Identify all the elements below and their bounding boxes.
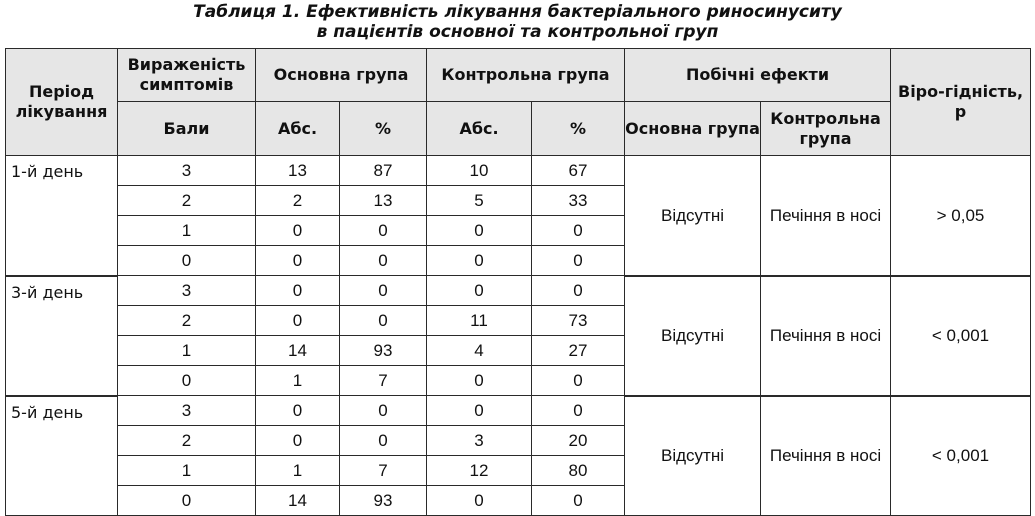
control-abs-cell: 4 (427, 336, 532, 366)
header-control-abs: Абс. (427, 102, 532, 156)
header-side-main: Основна група (625, 102, 761, 156)
main-abs-cell: 0 (256, 396, 340, 426)
side-effects-control-cell: Печіння в носі (761, 276, 891, 396)
score-cell: 2 (118, 426, 256, 456)
score-cell: 2 (118, 306, 256, 336)
period-cell: 5-й день (6, 396, 118, 516)
control-abs-cell: 10 (427, 156, 532, 186)
header-significance: Віро-гідність, р (891, 49, 1031, 156)
score-cell: 1 (118, 336, 256, 366)
side-effects-main-cell: Відсутні (625, 156, 761, 276)
main-abs-cell: 0 (256, 216, 340, 246)
header-main-abs: Абс. (256, 102, 340, 156)
main-abs-cell: 0 (256, 246, 340, 276)
control-abs-cell: 0 (427, 396, 532, 426)
control-abs-cell: 0 (427, 486, 532, 516)
control-pct-cell: 33 (532, 186, 625, 216)
main-pct-cell: 93 (340, 486, 427, 516)
main-pct-cell: 87 (340, 156, 427, 186)
control-pct-cell: 0 (532, 396, 625, 426)
period-cell: 3-й день (6, 276, 118, 396)
score-cell: 3 (118, 276, 256, 306)
header-main-group: Основна група (256, 49, 427, 102)
score-cell: 0 (118, 246, 256, 276)
main-pct-cell: 0 (340, 306, 427, 336)
control-abs-cell: 5 (427, 186, 532, 216)
control-pct-cell: 27 (532, 336, 625, 366)
header-control-group: Контрольна група (427, 49, 625, 102)
main-pct-cell: 7 (340, 366, 427, 396)
side-effects-main-cell: Відсутні (625, 276, 761, 396)
control-pct-cell: 0 (532, 216, 625, 246)
control-abs-cell: 0 (427, 366, 532, 396)
control-abs-cell: 0 (427, 276, 532, 306)
control-abs-cell: 3 (427, 426, 532, 456)
control-pct-cell: 80 (532, 456, 625, 486)
header-side-effects: Побічні ефекти (625, 49, 891, 102)
main-pct-cell: 0 (340, 426, 427, 456)
side-effects-main-cell: Відсутні (625, 396, 761, 516)
score-cell: 1 (118, 216, 256, 246)
header-control-pct: % (532, 102, 625, 156)
main-abs-cell: 14 (256, 486, 340, 516)
control-pct-cell: 20 (532, 426, 625, 456)
header-period: Період лікування (6, 49, 118, 156)
significance-cell: > 0,05 (891, 156, 1031, 276)
control-abs-cell: 12 (427, 456, 532, 486)
main-pct-cell: 93 (340, 336, 427, 366)
table-row (6, 276, 1031, 306)
main-abs-cell: 1 (256, 366, 340, 396)
main-abs-cell: 14 (256, 336, 340, 366)
table-row (6, 156, 1031, 186)
main-pct-cell: 7 (340, 456, 427, 486)
significance-cell: < 0,001 (891, 276, 1031, 396)
control-pct-cell: 67 (532, 156, 625, 186)
score-cell: 3 (118, 396, 256, 426)
main-abs-cell: 0 (256, 426, 340, 456)
control-abs-cell: 0 (427, 246, 532, 276)
main-abs-cell: 13 (256, 156, 340, 186)
table-header (6, 49, 1031, 156)
main-pct-cell: 0 (340, 216, 427, 246)
header-points: Бали (118, 102, 256, 156)
header-side-control: Контрольна група (761, 102, 891, 156)
table-body (6, 156, 1031, 516)
control-abs-cell: 0 (427, 216, 532, 246)
caption-line-2: в пацієнтів основної та контрольної груп (316, 22, 719, 42)
caption-line-1: Таблиця 1. Ефективність лікування бактеріального риносинуситу (193, 2, 842, 22)
header-main-pct: % (340, 102, 427, 156)
main-pct-cell: 0 (340, 276, 427, 306)
main-pct-cell: 0 (340, 246, 427, 276)
main-abs-cell: 2 (256, 186, 340, 216)
score-cell: 0 (118, 486, 256, 516)
side-effects-control-cell: Печіння в носі (761, 156, 891, 276)
control-pct-cell: 73 (532, 306, 625, 336)
table-row (6, 396, 1031, 426)
main-abs-cell: 0 (256, 276, 340, 306)
main-pct-cell: 0 (340, 396, 427, 426)
control-abs-cell: 11 (427, 306, 532, 336)
header-severity: Вираженість симптомів (118, 49, 256, 102)
score-cell: 2 (118, 186, 256, 216)
table-caption (0, 2, 1035, 42)
control-pct-cell: 0 (532, 246, 625, 276)
side-effects-control-cell: Печіння в носі (761, 396, 891, 516)
score-cell: 0 (118, 366, 256, 396)
control-pct-cell: 0 (532, 366, 625, 396)
efficacy-table (5, 48, 1031, 516)
period-cell: 1-й день (6, 156, 118, 276)
main-abs-cell: 1 (256, 456, 340, 486)
control-pct-cell: 0 (532, 276, 625, 306)
main-abs-cell: 0 (256, 306, 340, 336)
significance-cell: < 0,001 (891, 396, 1031, 516)
score-cell: 3 (118, 156, 256, 186)
score-cell: 1 (118, 456, 256, 486)
main-pct-cell: 13 (340, 186, 427, 216)
control-pct-cell: 0 (532, 486, 625, 516)
